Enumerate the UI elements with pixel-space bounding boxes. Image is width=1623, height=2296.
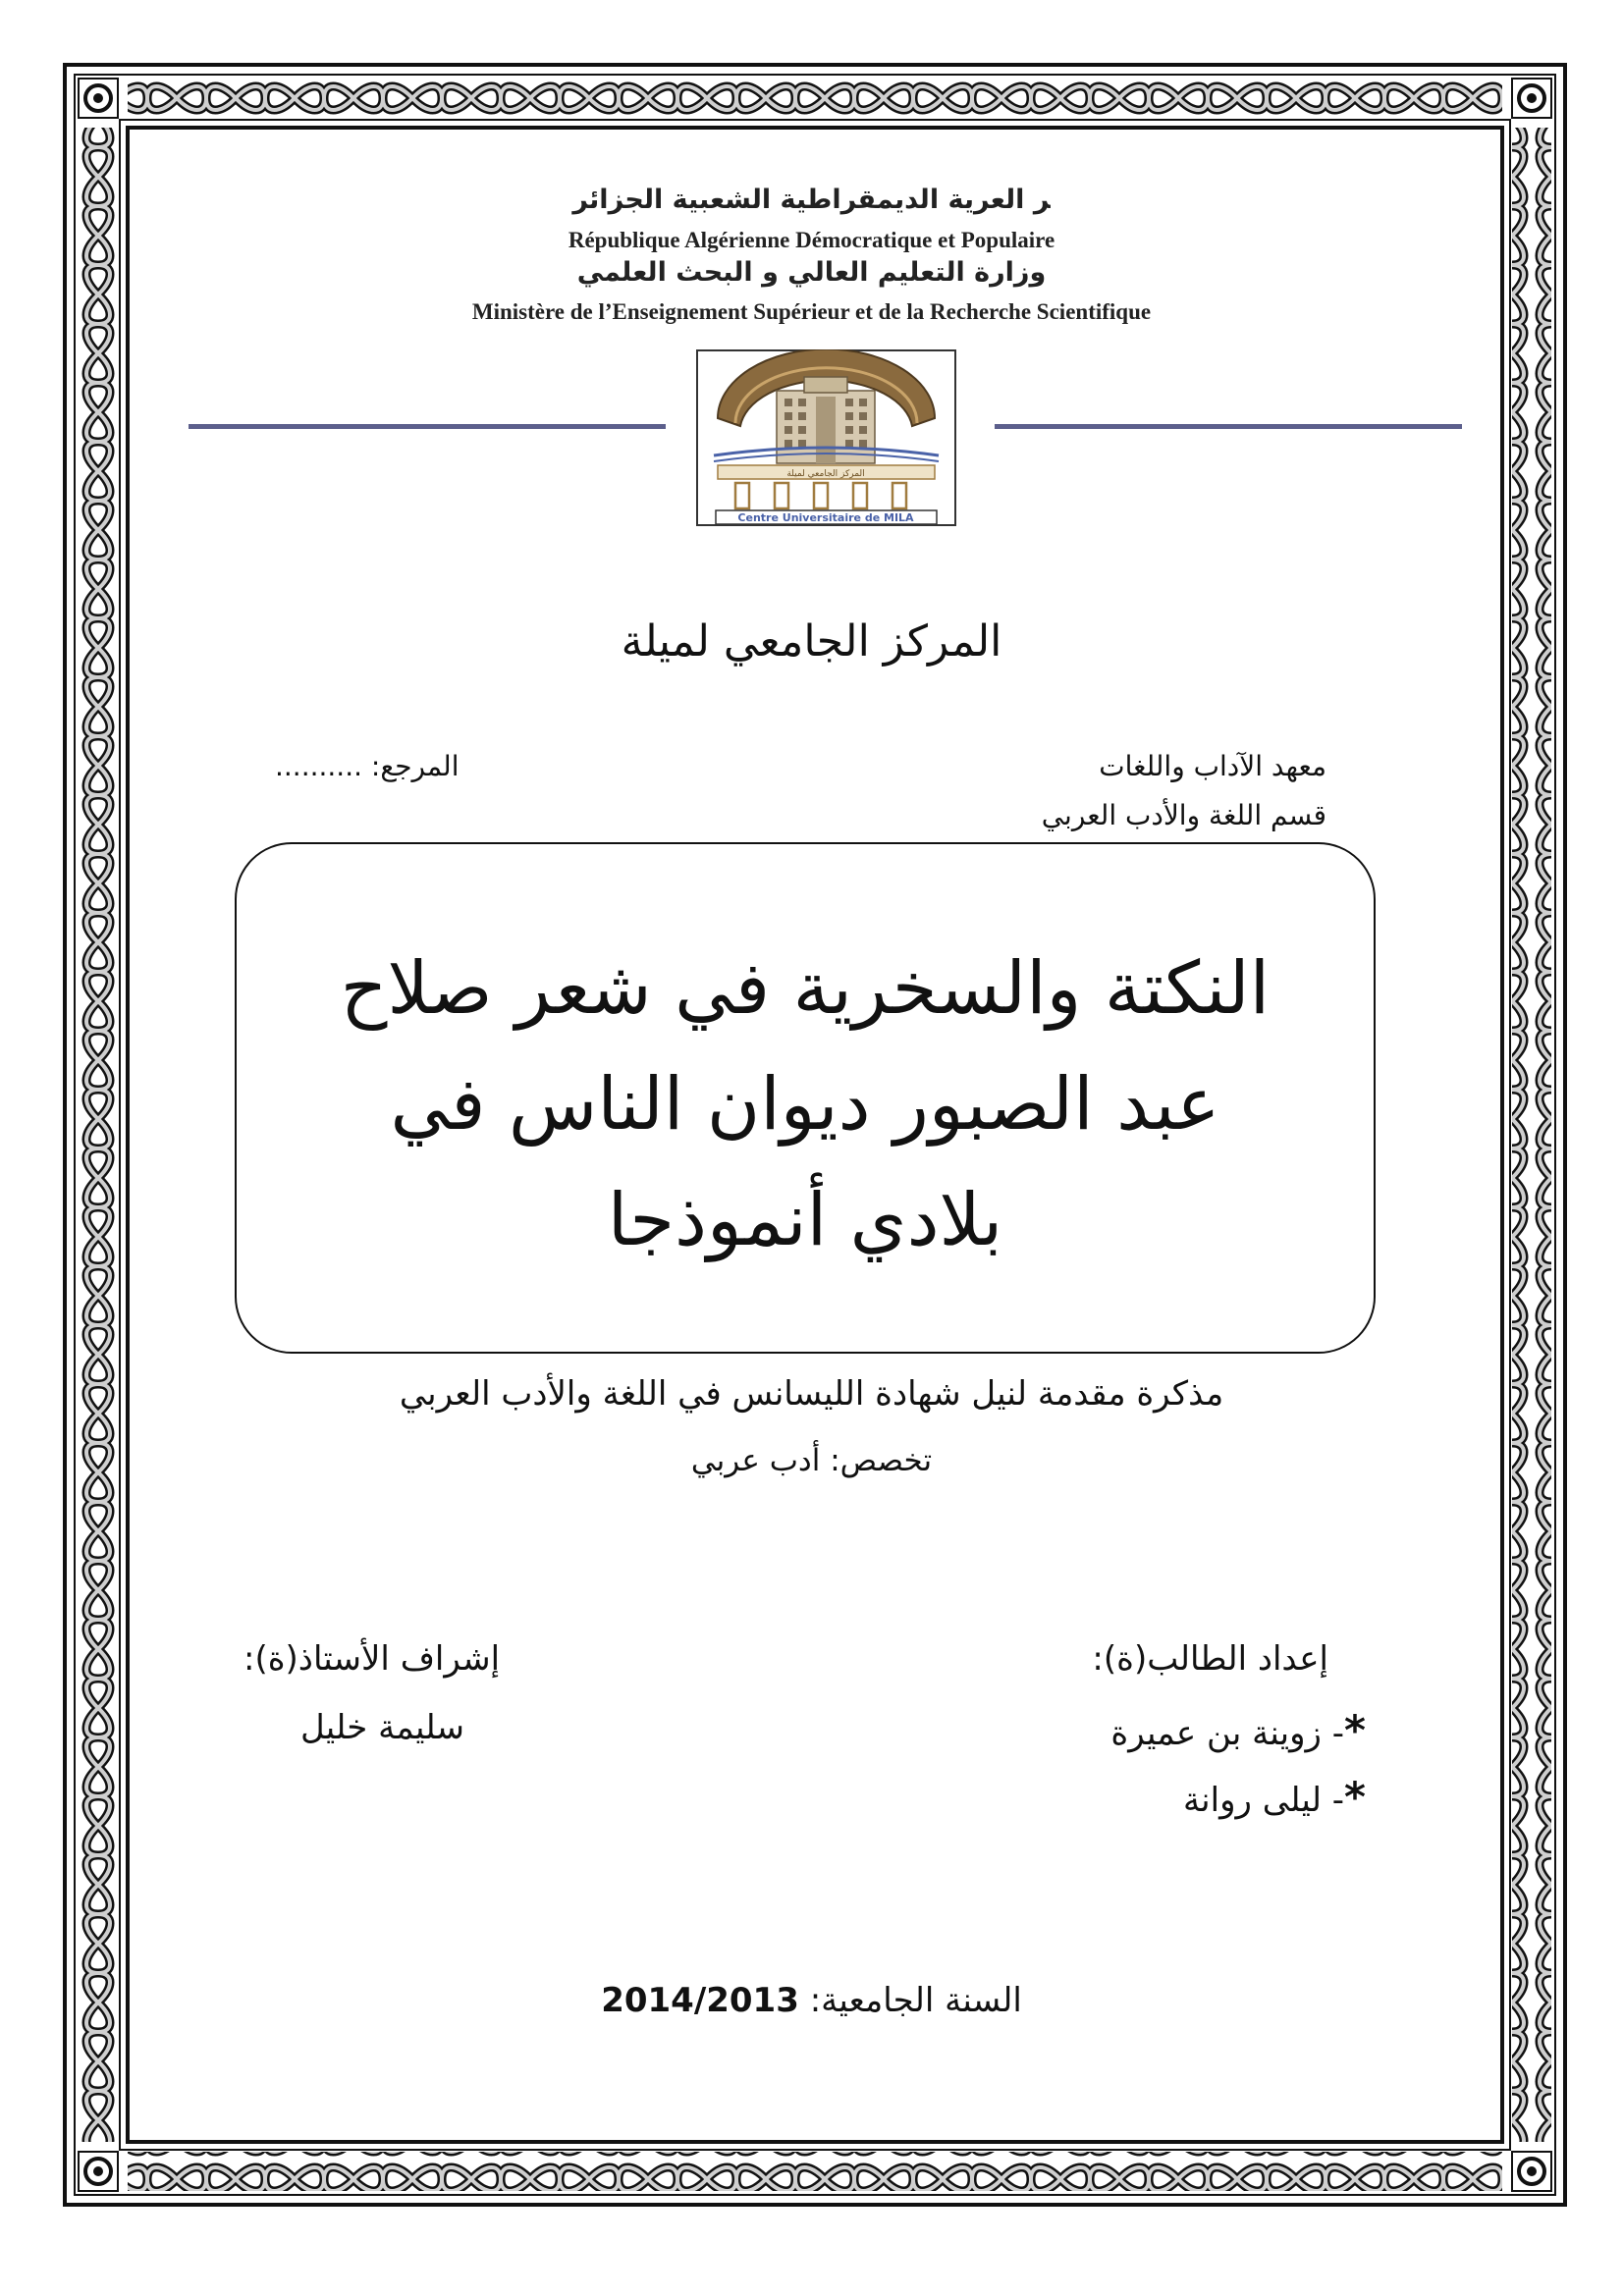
header-rule-right bbox=[995, 424, 1462, 429]
ministry-arabic-line: ﻭﺯﺍﺭﺓ ﺍﻟﺘﻌﻠﻴﻢ ﺍﻟﻌﺎﻟﻲ ﻭ ﺍﻟﺒﺤﺚ ﺍﻟﻌﻠﻤﻲ bbox=[576, 257, 1047, 288]
bullet-star-icon: * bbox=[1344, 1773, 1366, 1821]
student-item-1 bbox=[1110, 1706, 1366, 1754]
thesis-title bbox=[235, 931, 1376, 1278]
student-item-2 bbox=[1183, 1773, 1366, 1821]
student-name-1: - زوينة بن عميرة bbox=[1110, 1714, 1345, 1753]
title-line-3: بلادي أنموذجا bbox=[607, 1178, 1003, 1262]
republic-arabic-line: ﺮ ﺍﻟﻌﺮﻳﺔ ﺍﻟﺪﻳﻤﻘﺮﺍﻃﻴﺔ ﺍﻟﺸﻌﺒﻴﺔ ﺍﻟﺠﺰﺍﺋﺮ bbox=[572, 185, 1051, 215]
academic-year bbox=[491, 1981, 1132, 2020]
university-logo bbox=[696, 349, 956, 526]
thesis-purpose-note: مذكرة مقدمة لنيل شهادة الليسانس في اللغة والأدب العربي bbox=[399, 1374, 1224, 1414]
title-line-1: النكتة والسخرية في شعر صلاح bbox=[340, 946, 1271, 1031]
logo-caption: Centre Universitaire de MILA bbox=[737, 511, 914, 524]
supervisor-heading: إشراف الأستاذ(ة): bbox=[243, 1639, 501, 1679]
department-name: قسم اللغة والأدب العربي bbox=[1041, 799, 1326, 831]
student-name-2: - ليلى روانة bbox=[1182, 1781, 1345, 1820]
header-rule-left bbox=[189, 424, 666, 429]
logo-inner-text: المركز الجامعي لميلة bbox=[786, 469, 865, 479]
ministry-french-line: Ministère de l’Enseignement Supérieur et de la Recherche Scientifique bbox=[471, 299, 1152, 324]
academic-year-label: السنة الجامعية: bbox=[809, 1981, 1022, 2020]
specialty-line: تخصص: أدب عربي bbox=[690, 1443, 933, 1478]
reference-field: المرجع: .......... bbox=[275, 750, 460, 782]
corner-ornament-br bbox=[1512, 2152, 1551, 2191]
institution-name: المركز الجامعي لميلة bbox=[621, 616, 1002, 667]
bullet-star-icon: * bbox=[1344, 1706, 1366, 1754]
corner-ornament-tr bbox=[1512, 79, 1551, 118]
students-heading: إعداد الطالب(ة): bbox=[1092, 1639, 1328, 1679]
academic-year-value: 2014/2013 bbox=[601, 1981, 799, 2020]
supervisor-name: سليمة خليل bbox=[300, 1708, 464, 1747]
republic-french-line: République Algérienne Démocratique et Populaire bbox=[568, 228, 1055, 252]
title-line-2: عبد الصبور ديوان الناس في bbox=[390, 1062, 1220, 1147]
corner-ornament-tl bbox=[79, 79, 118, 118]
corner-ornament-bl bbox=[79, 2152, 118, 2191]
institute-name: معهد الآداب واللغات bbox=[1099, 750, 1326, 782]
